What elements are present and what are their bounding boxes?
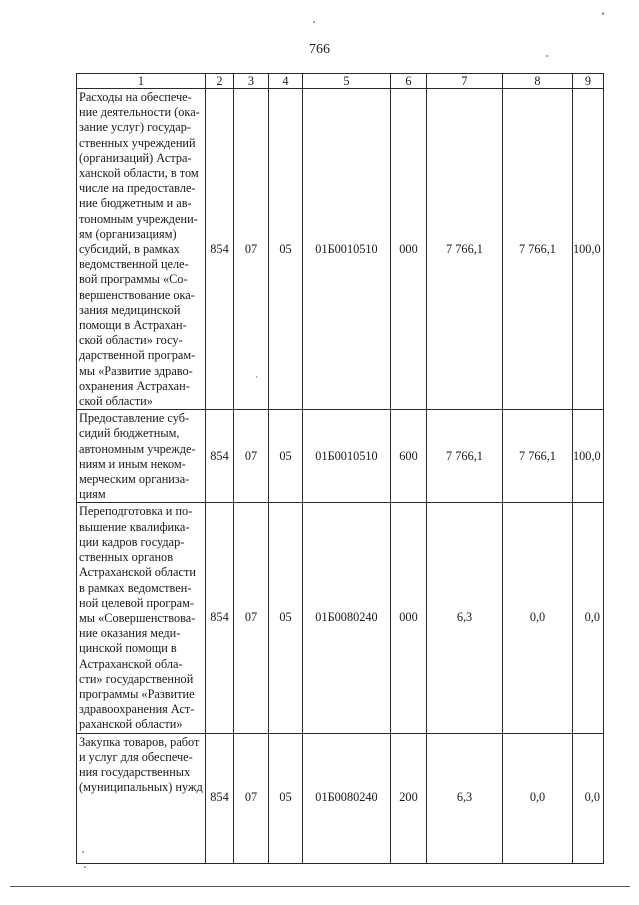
scan-speck <box>82 851 84 853</box>
col-7-value: 6,3 <box>427 503 503 733</box>
col-8-value: 7 766,1 <box>503 89 573 410</box>
row-description: Закупка товаров, работ и услуг для обеспече-ния государственных (муниципальных) нужд <box>77 733 206 863</box>
col-4-value: 05 <box>269 410 303 503</box>
page-number: 766 <box>309 42 330 57</box>
header-cell: 6 <box>391 74 427 89</box>
col-6-value: 000 <box>391 89 427 410</box>
col-9-value: 100,0 <box>573 410 604 503</box>
col-2-value: 854 <box>206 733 234 863</box>
header-cell: 8 <box>503 74 573 89</box>
header-cell: 3 <box>234 74 269 89</box>
col-8-value: 0,0 <box>503 733 573 863</box>
col-4-value: 05 <box>269 503 303 733</box>
col-5-value: 01Б0010510 <box>303 410 391 503</box>
header-cell: 1 <box>77 74 206 89</box>
col-9-value: 100,0 <box>573 89 604 410</box>
scan-speck <box>313 21 315 23</box>
row-description: Расходы на обеспече-ние деятельности (ока-зание услуг) государ-ственных учреждений (организаций) Астра-ханской области, в том числе на предоставле-ние бюджетным и ав-тономным учреждени-ям (организациям) субсидий, в рамках ведомственной целе-вой программы «Со-вершенствование ока-зания медицинской помощи в Астрахан-ской области» госу-дарственной програм-мы «Развитие здраво-охранения Астрахан-ской области» <box>77 89 206 410</box>
col-7-value: 6,3 <box>427 733 503 863</box>
scan-speck <box>602 12 604 15</box>
col-9-value: 0,0 <box>573 733 604 863</box>
row-description: Предоставление суб-сидий бюджетным, автономным учрежде-ниям и иным неком-мерческим организа-циям <box>77 410 206 503</box>
scan-speck <box>256 376 257 378</box>
col-2-value: 854 <box>206 410 234 503</box>
header-row <box>77 74 604 89</box>
header-cell: 4 <box>269 74 303 89</box>
col-3-value: 07 <box>234 503 269 733</box>
col-3-value: 07 <box>234 410 269 503</box>
scan-speck <box>546 55 548 57</box>
table-row <box>77 89 604 410</box>
col-3-value: 07 <box>234 89 269 410</box>
col-9-value: 0,0 <box>573 503 604 733</box>
col-4-value: 05 <box>269 89 303 410</box>
page-bottom-rule <box>10 886 630 887</box>
col-2-value: 854 <box>206 503 234 733</box>
scan-speck <box>84 866 86 868</box>
table-row <box>77 733 604 863</box>
col-5-value: 01Б0080240 <box>303 503 391 733</box>
header-cell: 7 <box>427 74 503 89</box>
budget-table <box>76 73 604 864</box>
col-8-value: 7 766,1 <box>503 410 573 503</box>
table-row <box>77 410 604 503</box>
col-6-value: 200 <box>391 733 427 863</box>
col-7-value: 7 766,1 <box>427 410 503 503</box>
col-6-value: 600 <box>391 410 427 503</box>
col-5-value: 01Б0080240 <box>303 733 391 863</box>
header-cell: 5 <box>303 74 391 89</box>
row-description: Переподготовка и по-вышение квалифика-ции кадров государ-ственных органов Астраханской области в рамках ведомствен-ной целевой програм-мы «Совершенствова-ние оказания меди-цинской помощи в Астраханской обла-сти» государственной программы «Развитие здравоохранения Аст-раханской области» <box>77 503 206 733</box>
col-3-value: 07 <box>234 733 269 863</box>
col-4-value: 05 <box>269 733 303 863</box>
col-6-value: 000 <box>391 503 427 733</box>
col-7-value: 7 766,1 <box>427 89 503 410</box>
table-row <box>77 503 604 733</box>
col-5-value: 01Б0010510 <box>303 89 391 410</box>
col-2-value: 854 <box>206 89 234 410</box>
header-cell: 9 <box>573 74 604 89</box>
header-cell: 2 <box>206 74 234 89</box>
col-8-value: 0,0 <box>503 503 573 733</box>
